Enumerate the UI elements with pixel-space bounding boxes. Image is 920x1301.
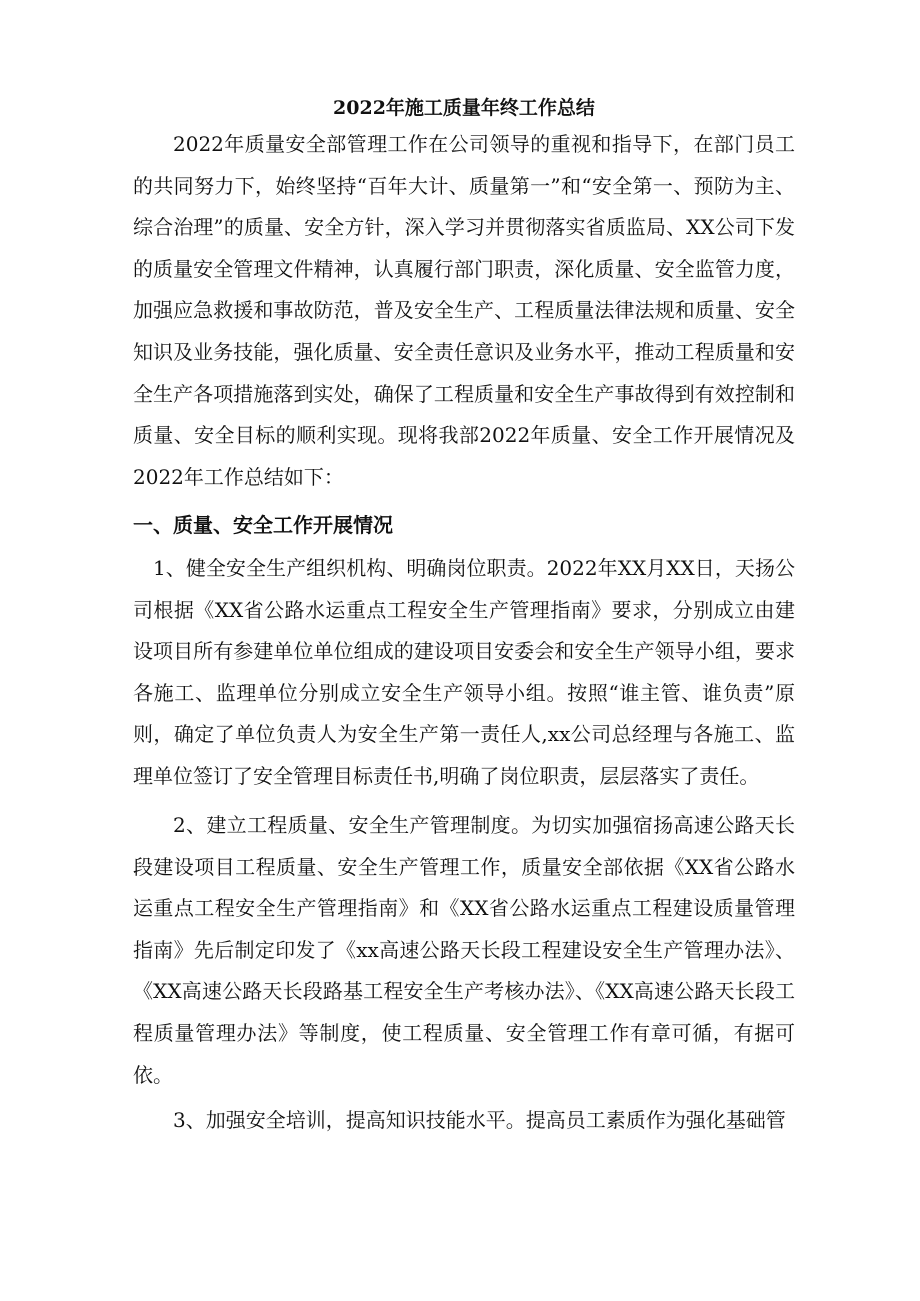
list-item-2: 2、建立工程质量、安全生产管理制度。为切实加强宿扬高速公路天长段建设项目工程质量、安全生产管理工作，质量安全部依据《XX省公路水运重点工程安全生产管理指南》和《XX省公路水运重点工程建设质量管理指南》先后制定印发了《xx高速公路天长段工程建设安全生产管理办法》、《XX高速公路天长段路基工程安全生产考核办法》、《XX高速公路天长段工程质量管理办法》等制度，使工程质量、安全管理工作有章可循，有据可依。 <box>133 813 795 1087</box>
document-title: 2022年施工质量年终工作总结 <box>333 97 595 119</box>
intro-paragraph: 2022年质量安全部管理工作在公司领导的重视和指导下，在部门员工的共同努力下，始终坚持“百年大计、质量第一”和“安全第一、预防为主、综合治理”的质量、安全方针，深入学习并贯彻落实省质监局、XX公司下发的质量安全管理文件精神，认真履行部门职责，深化质量、安全监管力度，加强应急救援和事故防范，普及安全生产、工程质量法律法规和质量、安全知识及业务技能，强化质量、安全责任意识及业务水平，推动工程质量和安全生产各项措施落到实处，确保了工程质量和安全生产事故得到有效控制和质量、安全目标的顺利实现。现将我部2022年质量、安全工作开展情况及2022年工作总结如下： <box>133 132 795 489</box>
list-item-3: 3、加强安全培训，提高知识技能水平。提高员工素质作为强化基础管 <box>173 1108 786 1132</box>
list-item-1: 1、健全安全生产组织机构、明确岗位职责。2022年XX月XX日，天扬公司根据《XX省公路水运重点工程安全生产管理指南》要求，分别成立由建设项目所有参建单位单位组成的建设项目安委会和安全生产领导小组，要求各施工、监理单位分别成立安全生产领导小组。按照“谁主管、谁负责”原则，确定了单位负责人为安全生产第一责任人,xx公司总经理与各施工、监理单位签订了安全管理目标责任书,明确了岗位职责，层层落实了责任。 <box>133 556 795 788</box>
section-heading: 一、质量、安全工作开展情况 <box>133 513 393 537</box>
